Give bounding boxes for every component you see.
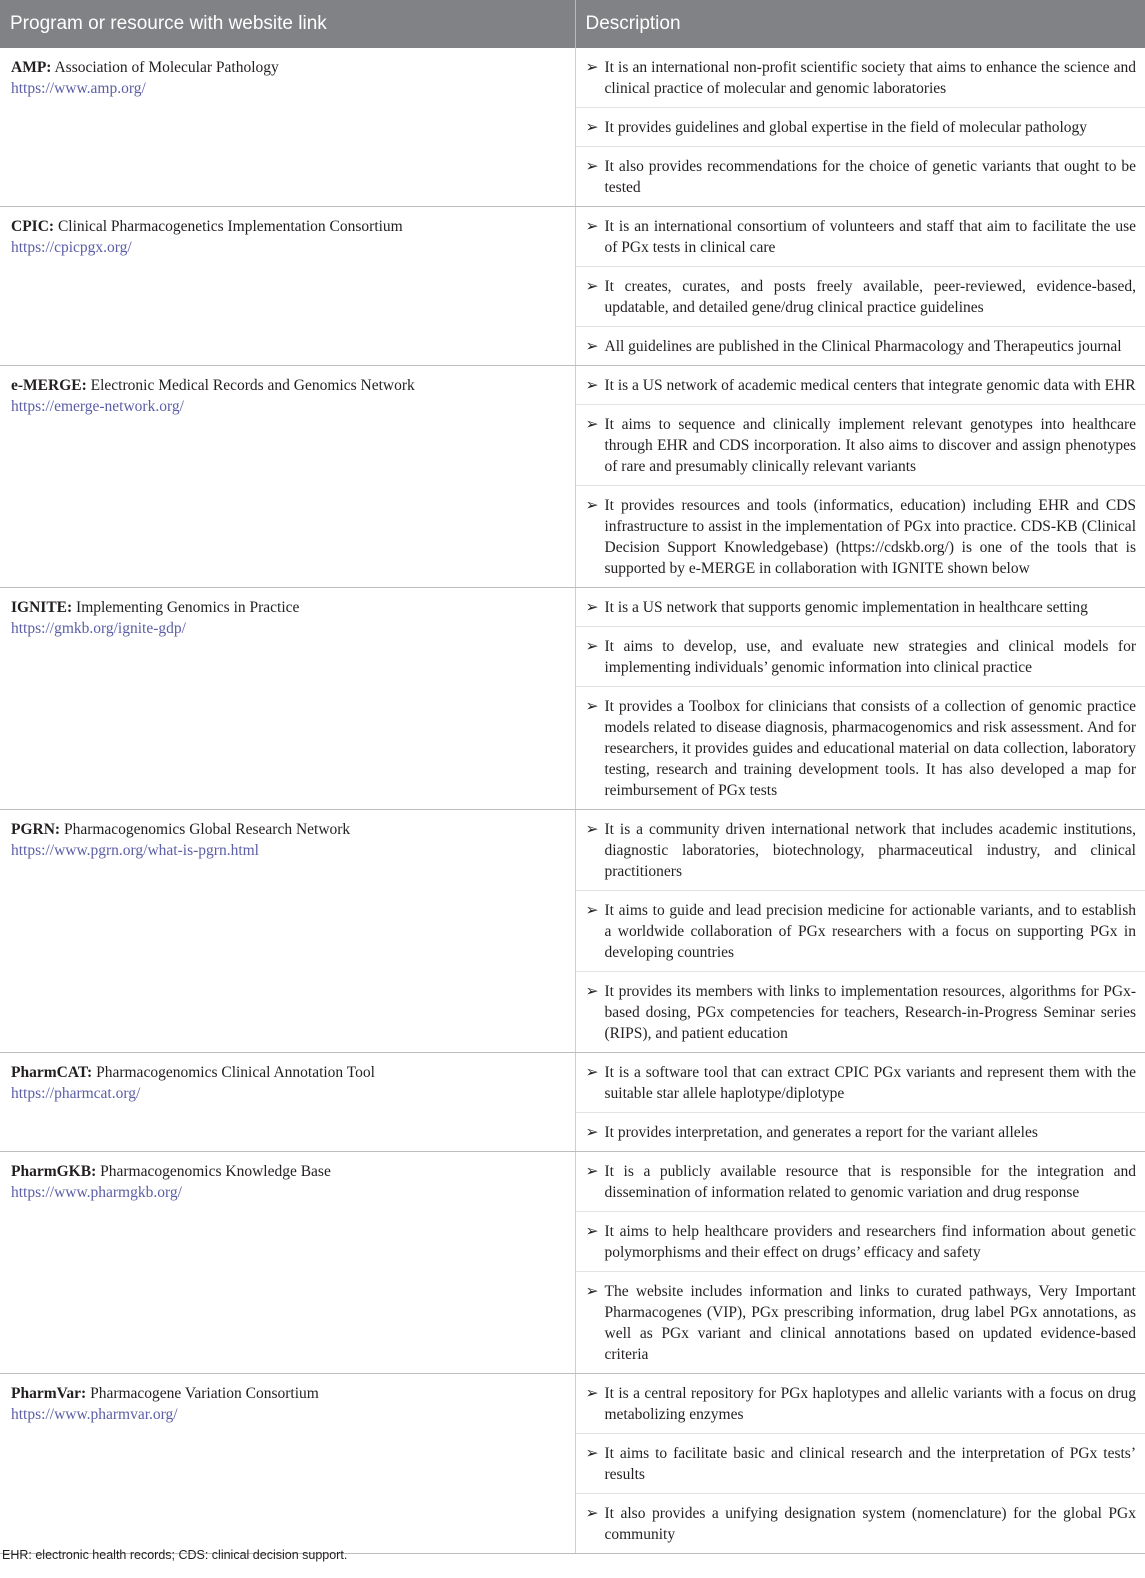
header-description: Description: [575, 0, 1145, 48]
arrow-bullet-icon: ➢: [585, 1124, 599, 1141]
description-text: It also provides recommendations for the choice of genetic variants that ought to be tested: [604, 158, 1136, 196]
description-cell: [575, 48, 1145, 207]
arrow-bullet-icon: ➢: [585, 158, 599, 175]
arrow-bullet-icon: ➢: [585, 1385, 599, 1402]
description-text: It aims to sequence and clinically implement relevant genotypes into healthcare through EHR and CDS incorporation. It also aims to discover and assign phenotypes of rare and presumably clinically relevant variants: [604, 416, 1136, 475]
description-cell: [575, 810, 1145, 1053]
description-cell: [575, 366, 1145, 588]
description-item: [576, 1433, 1145, 1493]
program-link[interactable]: https://www.pgrn.org/what-is-pgrn.html: [11, 842, 259, 859]
description-cell: [575, 1374, 1145, 1554]
description-item: [576, 1493, 1145, 1553]
header-program: Program or resource with website link: [0, 0, 575, 48]
description-cell: [575, 588, 1145, 810]
arrow-bullet-icon: ➢: [585, 902, 599, 919]
program-name: [11, 597, 565, 618]
program-abbr: PharmGKB:: [11, 1163, 97, 1180]
arrow-bullet-icon: ➢: [585, 338, 599, 355]
description-item: [576, 485, 1145, 587]
program-name: [11, 1383, 565, 1404]
description-text: It provides resources and tools (informatics, education) including EHR and CDS infrastructure to assist in the implementation of PGx into practice. CDS-KB (Clinical Decision Support Knowledgebase) (https://cdskb.org/) is one of the tools that is supported by e-MERGE in collaboration with IGNITE shown below: [604, 497, 1136, 577]
program-name: [11, 216, 565, 237]
program-full-name: Pharmacogene Variation Consortium: [86, 1385, 319, 1402]
description-item: [576, 326, 1145, 365]
program-abbr: AMP:: [11, 59, 52, 76]
arrow-bullet-icon: ➢: [585, 638, 599, 655]
program-full-name: Electronic Medical Records and Genomics Network: [86, 377, 415, 394]
description-text: It is a central repository for PGx haplotypes and allelic variants with a focus on drug metabolizing enzymes: [604, 1385, 1136, 1423]
description-text: It aims to guide and lead precision medicine for actionable variants, and to establish a worldwide collaboration of PGx researchers with a focus on supporting PGx in developing countries: [604, 902, 1136, 961]
arrow-bullet-icon: ➢: [585, 698, 599, 715]
program-name: [11, 375, 565, 396]
description-item: [576, 366, 1145, 404]
program-full-name: Pharmacogenomics Knowledge Base: [96, 1163, 331, 1180]
description-text: It provides interpretation, and generates a report for the variant alleles: [604, 1124, 1038, 1141]
footnote: EHR: electronic health records; CDS: clinical decision support.: [2, 1548, 348, 1562]
description-item: [576, 686, 1145, 809]
program-cell: [0, 366, 575, 588]
description-item: [576, 404, 1145, 485]
arrow-bullet-icon: ➢: [585, 497, 599, 514]
description-item: [576, 1374, 1145, 1433]
description-item: [576, 890, 1145, 971]
arrow-bullet-icon: ➢: [585, 377, 599, 394]
description-text: It is an international consortium of volunteers and staff that aim to facilitate the use of PGx tests in clinical care: [604, 218, 1136, 256]
program-full-name: Pharmacogenomics Clinical Annotation Tool: [92, 1064, 375, 1081]
description-item: [576, 1211, 1145, 1271]
description-item: [576, 266, 1145, 326]
description-text: It is a publicly available resource that is responsible for the integration and dissemination of information related to genomic variation and drug response: [604, 1163, 1136, 1201]
description-text: It also provides a unifying designation system (nomenclature) for the global PGx community: [604, 1505, 1136, 1543]
description-item: [576, 1271, 1145, 1373]
program-link[interactable]: https://pharmcat.org/: [11, 1085, 141, 1102]
description-text: It provides guidelines and global expertise in the field of molecular pathology: [604, 119, 1088, 136]
program-link[interactable]: https://www.pharmvar.org/: [11, 1406, 178, 1423]
description-text: It aims to facilitate basic and clinical research and the interpretation of PGx tests’ results: [604, 1445, 1136, 1483]
table-row: [0, 588, 1145, 810]
description-cell: [575, 1053, 1145, 1152]
arrow-bullet-icon: ➢: [585, 416, 599, 433]
program-abbr: e-MERGE:: [11, 377, 87, 394]
arrow-bullet-icon: ➢: [585, 1445, 599, 1462]
arrow-bullet-icon: ➢: [585, 599, 599, 616]
program-full-name: Implementing Genomics in Practice: [72, 599, 300, 616]
arrow-bullet-icon: ➢: [585, 1163, 599, 1180]
description-text: It is a software tool that can extract CPIC PGx variants and represent them with the suitable star allele haplotype/diplotype: [604, 1064, 1136, 1102]
description-item: [576, 107, 1145, 146]
program-name: [11, 57, 565, 78]
description-text: All guidelines are published in the Clinical Pharmacology and Therapeutics journal: [604, 338, 1122, 355]
arrow-bullet-icon: ➢: [585, 278, 599, 295]
table-row: [0, 1152, 1145, 1374]
description-item: [576, 588, 1145, 626]
table-row: [0, 1053, 1145, 1152]
arrow-bullet-icon: ➢: [585, 983, 599, 1000]
program-abbr: IGNITE:: [11, 599, 73, 616]
program-cell: [0, 1152, 575, 1374]
description-text: The website includes information and links to curated pathways, Very Important Pharmacogenes (VIP), PGx prescribing information, drug label PGx annotations, as well as PGx variant and clinical annotations based on updated evidence-based criteria: [604, 1283, 1136, 1363]
arrow-bullet-icon: ➢: [585, 1064, 599, 1081]
program-abbr: PharmVar:: [11, 1385, 87, 1402]
table-row: [0, 366, 1145, 588]
program-link[interactable]: https://www.pharmgkb.org/: [11, 1184, 182, 1201]
description-text: It creates, curates, and posts freely available, peer-reviewed, evidence-based, updatable, and detailed gene/drug clinical practice guidelines: [604, 278, 1136, 316]
program-abbr: PGRN:: [11, 821, 61, 838]
table-row: [0, 48, 1145, 207]
description-text: It provides a Toolbox for clinicians that consists of a collection of genomic practice models related to disease diagnosis, pharmacogenomics and risk assessment. And for researchers, it provides guides and educational material on data collection, laboratory testing, research and training development tools. It has also developed a map for reimbursement of PGx tests: [604, 698, 1136, 799]
description-text: It provides its members with links to implementation resources, algorithms for PGx-based dosing, PGx competencies for teachers, Research-in-Progress Seminar series (RIPS), and patient education: [604, 983, 1136, 1042]
description-item: [576, 626, 1145, 686]
program-full-name: Pharmacogenomics Global Research Network: [60, 821, 351, 838]
table-header: [0, 0, 1145, 48]
description-item: [576, 1152, 1145, 1211]
description-text: It aims to help healthcare providers and researchers find information about genetic polymorphisms and their effect on drugs’ efficacy and safety: [604, 1223, 1136, 1261]
program-name: [11, 1161, 565, 1182]
table-row: [0, 1374, 1145, 1554]
description-text: It is an international non-profit scientific society that aims to enhance the science and clinical practice of molecular and genomic laboratories: [604, 59, 1136, 97]
description-item: [576, 1112, 1145, 1151]
arrow-bullet-icon: ➢: [585, 1505, 599, 1522]
program-cell: [0, 207, 575, 366]
table-row: [0, 810, 1145, 1053]
arrow-bullet-icon: ➢: [585, 821, 599, 838]
program-link[interactable]: https://cpicpgx.org/: [11, 239, 132, 256]
program-link[interactable]: https://www.amp.org/: [11, 80, 146, 97]
table-body: [0, 48, 1145, 1554]
program-cell: [0, 588, 575, 810]
program-cell: [0, 1374, 575, 1554]
program-link[interactable]: https://gmkb.org/ignite-gdp/: [11, 620, 186, 637]
arrow-bullet-icon: ➢: [585, 119, 599, 136]
program-abbr: PharmCAT:: [11, 1064, 93, 1081]
program-cell: [0, 48, 575, 207]
description-cell: [575, 1152, 1145, 1374]
arrow-bullet-icon: ➢: [585, 1283, 599, 1300]
arrow-bullet-icon: ➢: [585, 59, 599, 76]
program-full-name: Clinical Pharmacogenetics Implementation Consortium: [54, 218, 403, 235]
program-name: [11, 1062, 565, 1083]
arrow-bullet-icon: ➢: [585, 218, 599, 235]
description-item: [576, 1053, 1145, 1112]
description-text: It is a US network of academic medical centers that integrate genomic data with EHR: [604, 377, 1136, 394]
arrow-bullet-icon: ➢: [585, 1223, 599, 1240]
description-item: [576, 971, 1145, 1052]
program-name: [11, 819, 565, 840]
description-text: It is a US network that supports genomic implementation in healthcare setting: [604, 599, 1088, 616]
description-item: [576, 48, 1145, 107]
description-item: [576, 207, 1145, 266]
description-item: [576, 810, 1145, 890]
program-cell: [0, 810, 575, 1053]
program-full-name: Association of Molecular Pathology: [51, 59, 279, 76]
description-text: It is a community driven international network that includes academic institutions, diagnostic laboratories, biotechnology, pharmaceutical industry, and clinical practitioners: [604, 821, 1136, 880]
table-row: [0, 207, 1145, 366]
program-abbr: CPIC:: [11, 218, 55, 235]
program-link[interactable]: https://emerge-network.org/: [11, 398, 184, 415]
description-item: [576, 146, 1145, 206]
description-cell: [575, 207, 1145, 366]
program-cell: [0, 1053, 575, 1152]
description-text: It aims to develop, use, and evaluate new strategies and clinical models for implementing individuals’ genomic information into clinical practice: [604, 638, 1136, 676]
